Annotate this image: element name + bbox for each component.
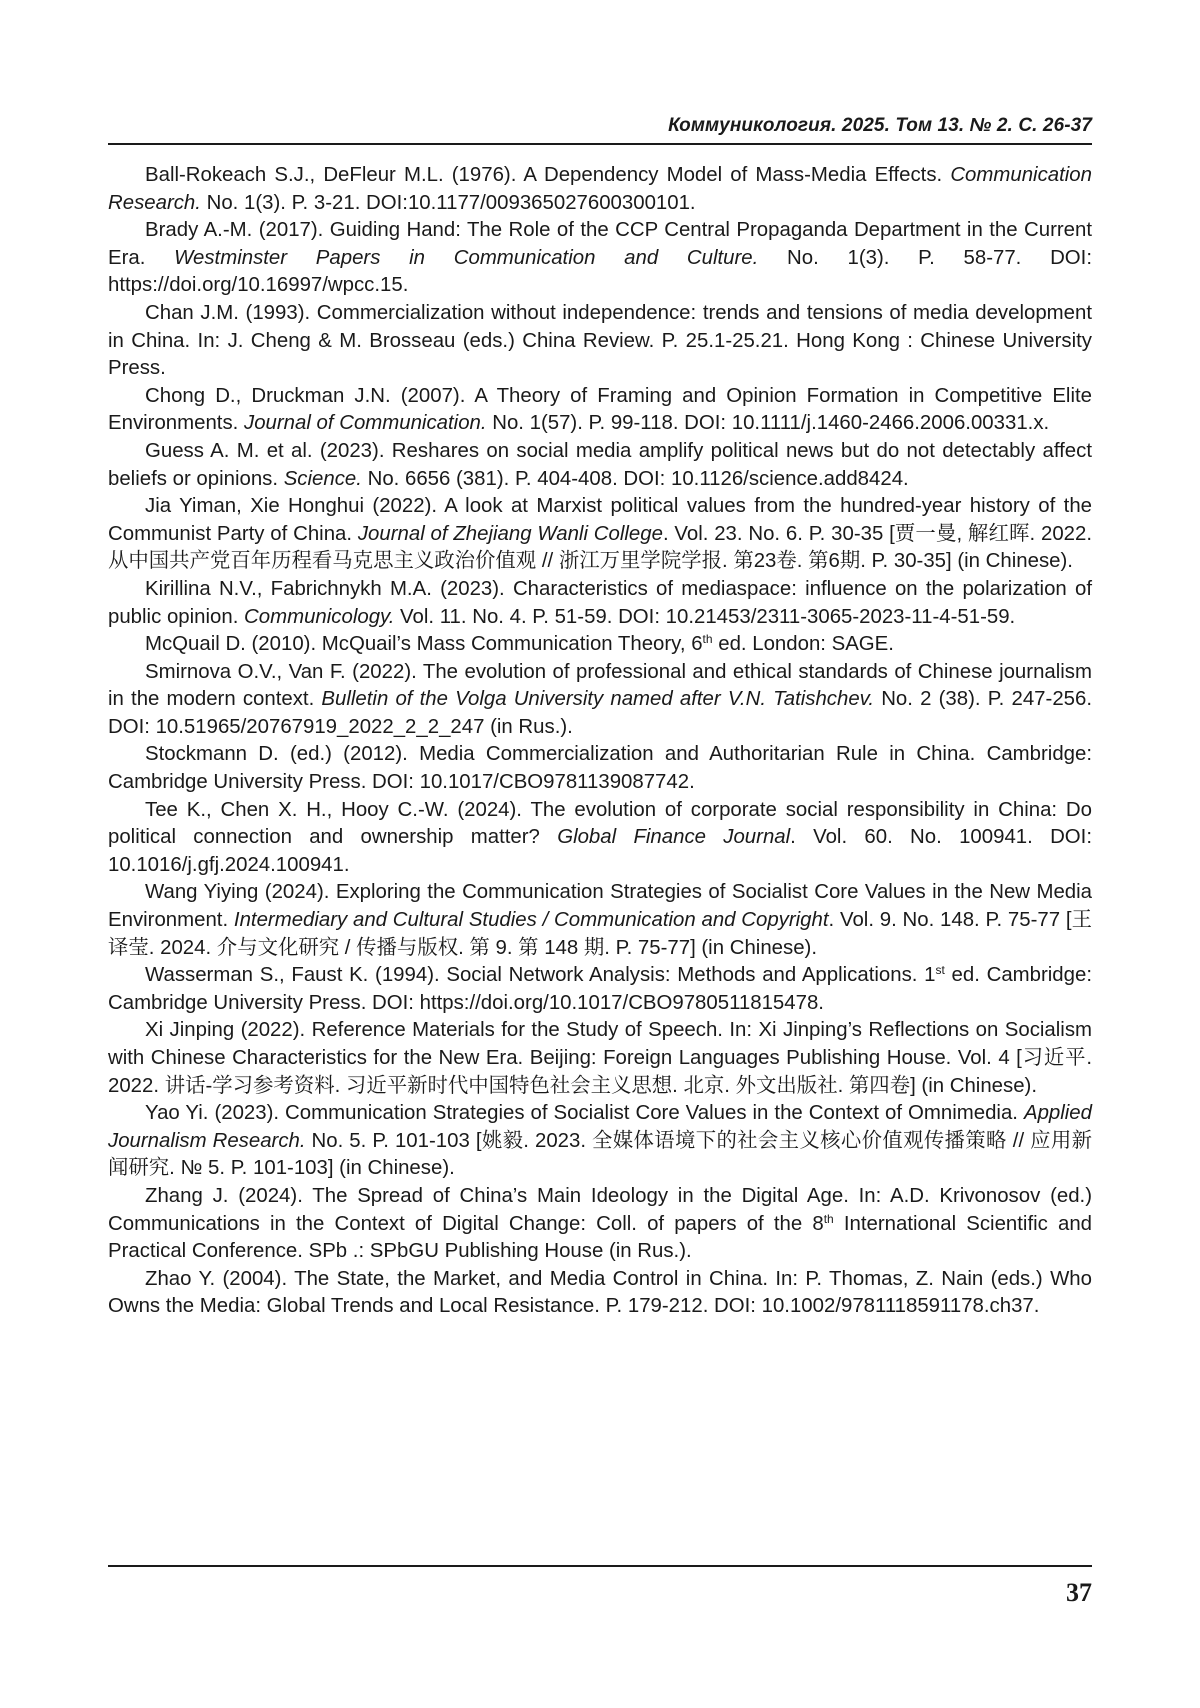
reference-item: Wang Yiying (2024). Exploring the Communication Strategies of Socialist Core Values in the New Media Environment. Intermediary and Cultural Studies / Communication and Copyright. Vol. 9. No. 148. P. 75-77 [王译莹. 2024. 介与文化研究 / 传播与版权. 第 9. 第 148 期. P. 75-77] (in Chinese). [108, 881, 1092, 959]
reference-item: Chan J.M. (1993). Commercialization without independence: trends and tensions of media development in China. In: J. Cheng & M. Brosseau (eds.) China Review. P. 25.1-25.21. Hong Kong : Chinese University Press. [108, 301, 1092, 380]
reference-item: Brady A.-M. (2017). Guiding Hand: The Role of the CCP Central Propaganda Department in the Current Era. Westminster Papers in Communication and Culture. No. 1(3). P. 58-77. DOI: https://doi.org/10.16997/wpcc.15. [108, 219, 1092, 297]
reference-item: Guess A. M. et al. (2023). Reshares on social media amplify political news but do not detectably affect beliefs or opinions. Science. No. 6656 (381). P. 404-408. DOI: 10.1126/science.add8424. [108, 439, 1092, 490]
reference-item: Kirillina N.V., Fabrichnykh M.A. (2023). Characteristics of mediaspace: influence on the polarization of public opinion. Communicology. Vol. 11. No. 4. P. 51-59. DOI: 10.21453/2311-3065-2023-11-4-51-59. [108, 577, 1092, 628]
reference-item: Xi Jinping (2022). Reference Materials for the Study of Speech. In: Xi Jinping’s Reflections on Socialism with Chinese Characteristics for the New Era. Beijing: Foreign Languages Publishing House. Vol. 4 [习近平. 2022. 讲话-学习参考资料. 习近平新时代中国特色社会主义思想. 北京. 外文出版社. 第四卷] (in Chinese). [108, 1019, 1092, 1097]
page-number: 37 [1066, 1578, 1092, 1607]
reference-item: Stockmann D. (ed.) (2012). Media Commercialization and Authoritarian Rule in China. Cambridge: Cambridge University Press. DOI: 10.1017/CBO9781139087742. [108, 743, 1092, 794]
reference-item: Zhao Y. (2004). The State, the Market, and Media Control in China. In: P. Thomas, Z. Nain (eds.) Who Owns the Media: Global Trends and Local Resistance. P. 179-212. DOI: 10.1002/9781118591178.ch37. [108, 1267, 1092, 1318]
header-rule [108, 143, 1092, 145]
reference-item: Smirnova O.V., Van F. (2022). The evolution of professional and ethical standards of Chinese journalism in the modern context. Bulletin of the Volga University named after V.N. Tatishchev. No. 2 (38). P. 247-256. DOI: 10.51965/20767919_2022_2_2_247 (in Rus.). [108, 660, 1092, 738]
reference-item: Ball-Rokeach S.J., DeFleur M.L. (1976). A Dependency Model of Mass-Media Effects. Communication Research. No. 1(3). P. 3-21. DOI:10.1177/009365027600300101. [108, 164, 1092, 214]
footer-rule [108, 1565, 1092, 1567]
reference-item: Yao Yi. (2023). Communication Strategies of Socialist Core Values in the Context of Omnimedia. Applied Journalism Research. No. 5. P. 101-103 [姚毅. 2023. 全媒体语境下的社会主义核心价值观传播策略 // 应用新闻研究. № 5. P. 101-103] (in Chinese). [108, 1102, 1092, 1180]
reference-list [108, 162, 1092, 1321]
reference-item: Wasserman S., Faust K. (1994). Social Network Analysis: Methods and Applications. 1st ed. Cambridge: Cambridge University Press. DOI: https://doi.org/10.1017/CBO9780511815478. [108, 963, 1092, 1014]
running-head: Коммуникология. 2025. Том 13. № 2. С. 26-37 [668, 115, 1092, 136]
reference-item: Zhang J. (2024). The Spread of China’s Main Ideology in the Digital Age. In: A.D. Krivonosov (ed.) Communications in the Context of Digital Change: Coll. of papers of the 8th International Scientific and Practical Conference. SPb .: SPbGU Publishing House (in Rus.). [108, 1184, 1092, 1263]
reference-item: Jia Yiman, Xie Honghui (2022). A look at Marxist political values from the hundred-year history of the Communist Party of China. Journal of Zhejiang Wanli College. Vol. 23. No. 6. P. 30-35 [贾一曼, 解红晖. 2022. 从中国共产党百年历程看马克思主义政治价值观 // 浙江万里学院学报. 第23卷. 第6期. P. 30-35] (in Chinese). [108, 495, 1093, 573]
reference-item: Chong D., Druckman J.N. (2007). A Theory of Framing and Opinion Formation in Competitive Elite Environments. Journal of Communication. No. 1(57). P. 99-118. DOI: 10.1111/j.1460-2466.2006.00331.x. [108, 384, 1092, 435]
reference-item: McQuail D. (2010). McQuail’s Mass Communication Theory, 6th ed. London: SAGE. [145, 632, 894, 656]
reference-item: Tee K., Chen X. H., Hooy C.-W. (2024). The evolution of corporate social responsibility in China: Do political connection and ownership matter? Global Finance Journal. Vol. 60. No. 100941. DOI: 10.1016/j.gfj.2024.100941. [108, 798, 1093, 876]
